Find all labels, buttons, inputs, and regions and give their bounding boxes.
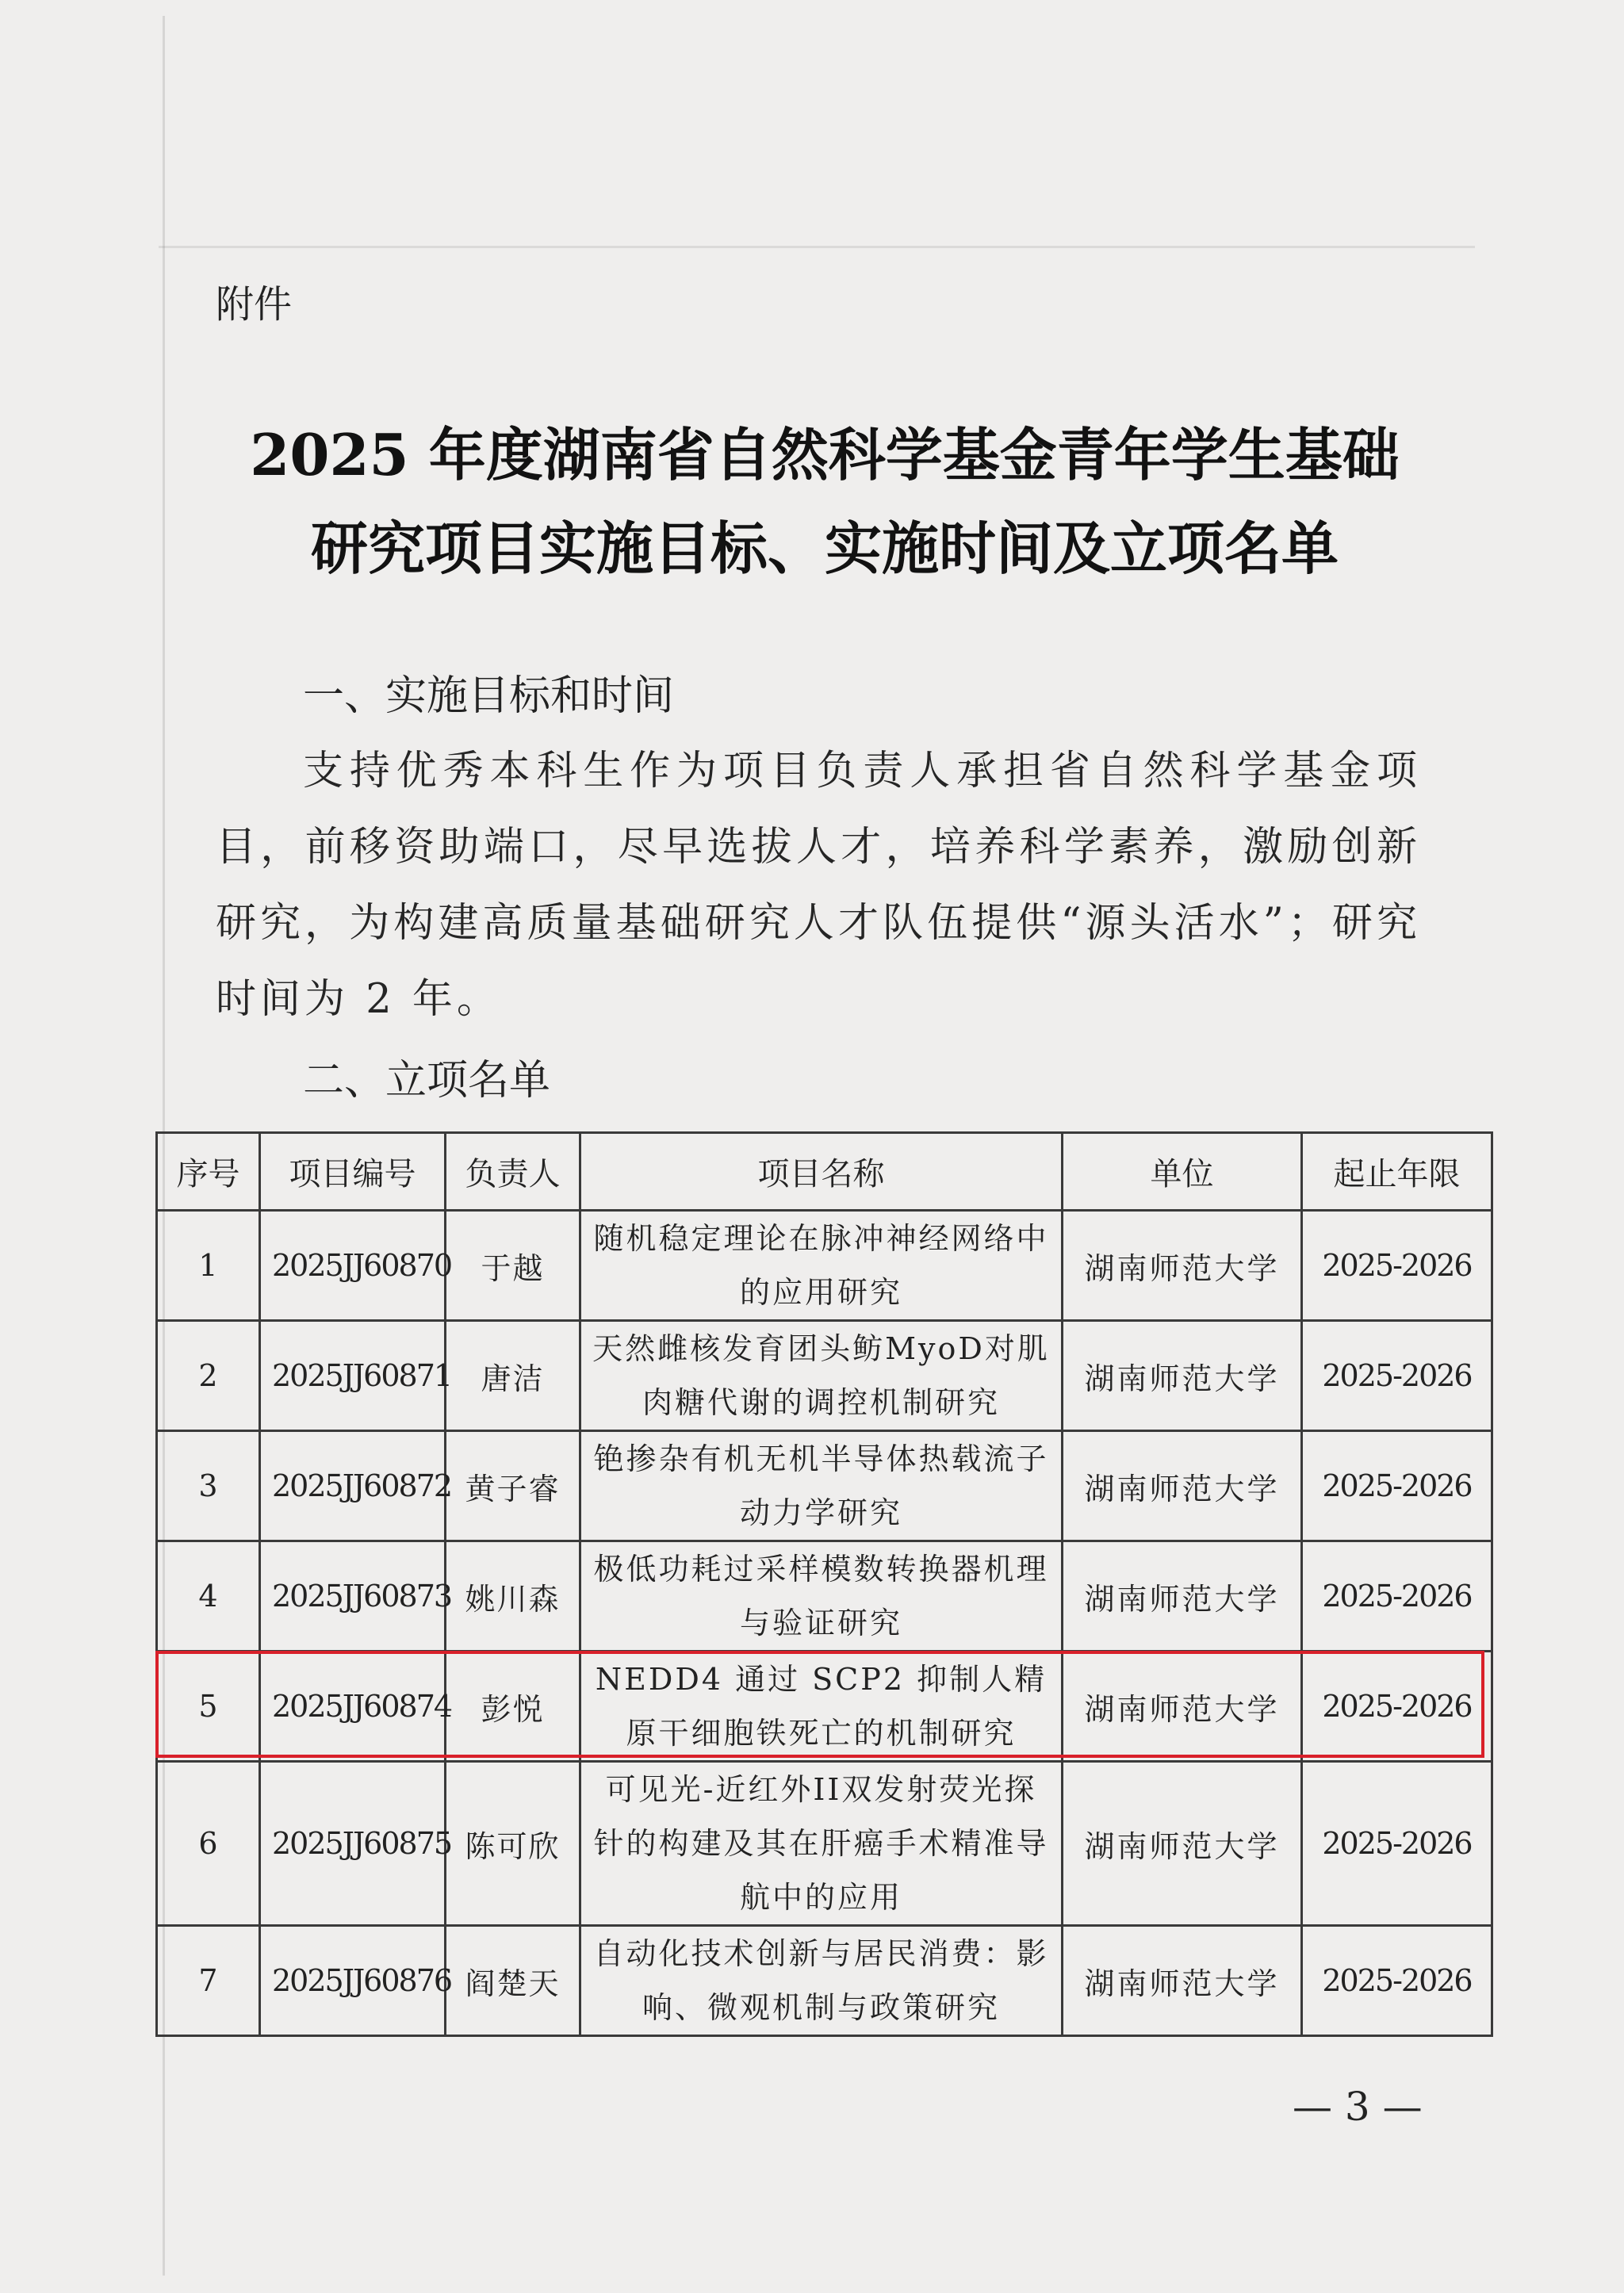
row-period: 2025-2026	[1302, 1431, 1492, 1541]
table-row	[157, 1431, 1492, 1541]
row-code: 2025JJ60871	[260, 1321, 446, 1431]
header-no: 序号	[157, 1133, 260, 1211]
row-period: 2025-2026	[1302, 1211, 1492, 1321]
header-unit: 单位	[1063, 1133, 1302, 1211]
row-unit: 湖南师范大学	[1063, 1652, 1302, 1762]
row-code: 2025JJ60874	[260, 1652, 446, 1762]
row-period: 2025-2026	[1302, 1321, 1492, 1431]
row-project-name: 天然雌核发育团头鲂MyoD对肌肉糖代谢的调控机制研究	[580, 1321, 1063, 1431]
row-project-name: NEDD4 通过 SCP2 抑制人精原干细胞铁死亡的机制研究	[580, 1652, 1063, 1762]
row-pi: 阎楚天	[446, 1926, 580, 2036]
row-unit: 湖南师范大学	[1063, 1926, 1302, 2036]
header-project-name: 项目名称	[580, 1133, 1063, 1211]
row-project-name: 可见光-近红外II双发射荧光探针的构建及其在肝癌手术精准导航中的应用	[580, 1762, 1063, 1926]
project-list-table	[155, 1131, 1493, 2037]
row-unit: 湖南师范大学	[1063, 1211, 1302, 1321]
row-pi: 黄子睿	[446, 1431, 580, 1541]
table-row	[157, 1541, 1492, 1652]
row-period: 2025-2026	[1302, 1926, 1492, 2036]
header-pi: 负责人	[446, 1133, 580, 1211]
row-project-name: 自动化技术创新与居民消费：影响、微观机制与政策研究	[580, 1926, 1063, 2036]
header-code: 项目编号	[260, 1133, 446, 1211]
table-row-highlighted	[157, 1652, 1492, 1762]
row-no: 1	[157, 1211, 260, 1321]
row-period: 2025-2026	[1302, 1762, 1492, 1926]
row-period: 2025-2026	[1302, 1541, 1492, 1652]
page-title	[190, 408, 1459, 595]
title-line-2: 研究项目实施目标、实施时间及立项名单	[310, 515, 1339, 582]
row-code: 2025JJ60870	[260, 1211, 446, 1321]
row-unit: 湖南师范大学	[1063, 1762, 1302, 1926]
row-project-name: 铯掺杂有机无机半导体热载流子动力学研究	[580, 1431, 1063, 1541]
attachment-label: 附件	[216, 282, 293, 327]
header-period: 起止年限	[1302, 1133, 1492, 1211]
section-2-heading: 二、立项名单	[303, 1057, 551, 1104]
row-pi: 于越	[446, 1211, 580, 1321]
table-row	[157, 1211, 1492, 1321]
row-pi: 姚川森	[446, 1541, 580, 1652]
row-code: 2025JJ60872	[260, 1431, 446, 1541]
row-project-name: 随机稳定理论在脉冲神经网络中的应用研究	[580, 1211, 1063, 1321]
row-pi: 彭悦	[446, 1652, 580, 1762]
row-unit: 湖南师范大学	[1063, 1321, 1302, 1431]
table-header-row	[157, 1133, 1492, 1211]
section-1-heading: 一、实施目标和时间	[303, 672, 675, 720]
row-no: 2	[157, 1321, 260, 1431]
row-no: 6	[157, 1762, 260, 1926]
row-no: 4	[157, 1541, 260, 1652]
table-row	[157, 1321, 1492, 1431]
section-1-paragraph: 支持优秀本科生作为项目负责人承担省自然科学基金项目，前移资助端口，尽早选拔人才，培养科学素养，激励创新研究，为构建高质量基础研究人才队伍提供“源头活水”；研究时间为 2 年。	[216, 748, 1421, 1023]
row-pi: 陈可欣	[446, 1762, 580, 1926]
row-code: 2025JJ60875	[260, 1762, 446, 1926]
page-number: — 3 —	[1293, 2084, 1423, 2130]
row-no: 5	[157, 1652, 260, 1762]
row-unit: 湖南师范大学	[1063, 1541, 1302, 1652]
table-row	[157, 1762, 1492, 1926]
row-project-name: 极低功耗过采样模数转换器机理与验证研究	[580, 1541, 1063, 1652]
row-code: 2025JJ60873	[260, 1541, 446, 1652]
title-line-1: 2025 年度湖南省自然科学基金青年学生基础	[250, 421, 1400, 488]
row-pi: 唐洁	[446, 1321, 580, 1431]
row-unit: 湖南师范大学	[1063, 1431, 1302, 1541]
table-row	[157, 1926, 1492, 2036]
row-code: 2025JJ60876	[260, 1926, 446, 2036]
row-period: 2025-2026	[1302, 1652, 1492, 1762]
row-no: 3	[157, 1431, 260, 1541]
row-no: 7	[157, 1926, 260, 2036]
